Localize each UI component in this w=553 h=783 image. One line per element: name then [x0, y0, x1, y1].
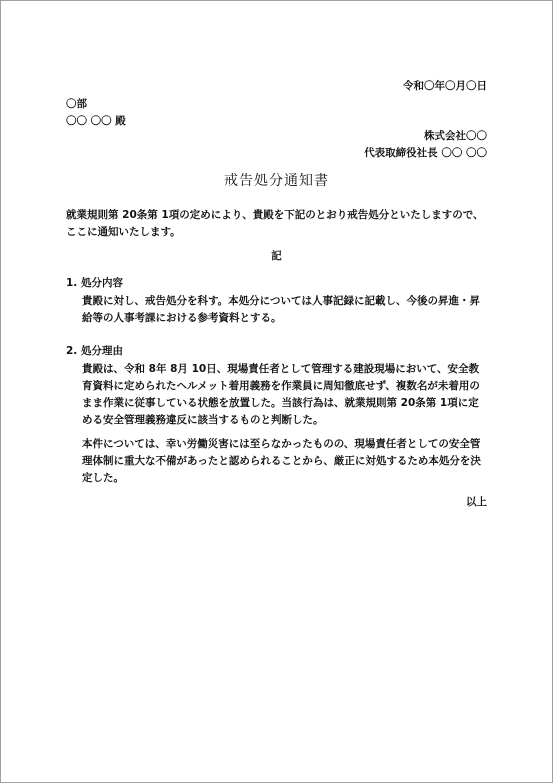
recipient-department: 〇部: [66, 98, 87, 110]
intro-paragraph: 就業規則第 20条第 1項の定めにより、貴殿を下記のとおり戒告処分といたしますので、ここに通知いたします。: [66, 209, 484, 238]
sender-company: 株式会社〇〇: [424, 130, 487, 142]
closing-word: 以上: [466, 496, 487, 508]
ki-marker: 記: [271, 250, 282, 262]
document-title: 戒告処分通知書: [224, 173, 329, 189]
section2-heading: 2. 処分理由: [66, 345, 123, 357]
section2-body-paragraph-1: 貴殿は、令和 8年 8月 10日、現場責任者として管理する建設現場において、安全教育資料に定められたヘルメット着用義務を作業員に周知徹底せず、複数名が未着用のまま作業に従事している状態を放置した。当該行為は、就業規則第 20条第 1項に定める安全管理義務違反に該当するものと判断した。: [82, 363, 480, 426]
document-date: 令和〇年〇月〇日: [403, 80, 487, 92]
section1-body: 貴殿に対し、戒告処分を科す。本処分については人事記録に記載し、今後の昇進・昇給等の人事考課における参考資料とする。: [82, 295, 480, 324]
section2-body-paragraph-2: 本件については、幸い労働災害には至らなかったものの、現場責任者としての安全管理体制に重大な不備があったと認められることから、厳正に対処するため本処分を決定した。: [82, 438, 481, 484]
recipient-name: 〇〇 〇〇 殿: [66, 115, 126, 127]
section1-heading: 1. 処分内容: [66, 277, 123, 289]
sender-representative: 代表取締役社長 〇〇 〇〇: [364, 147, 487, 159]
